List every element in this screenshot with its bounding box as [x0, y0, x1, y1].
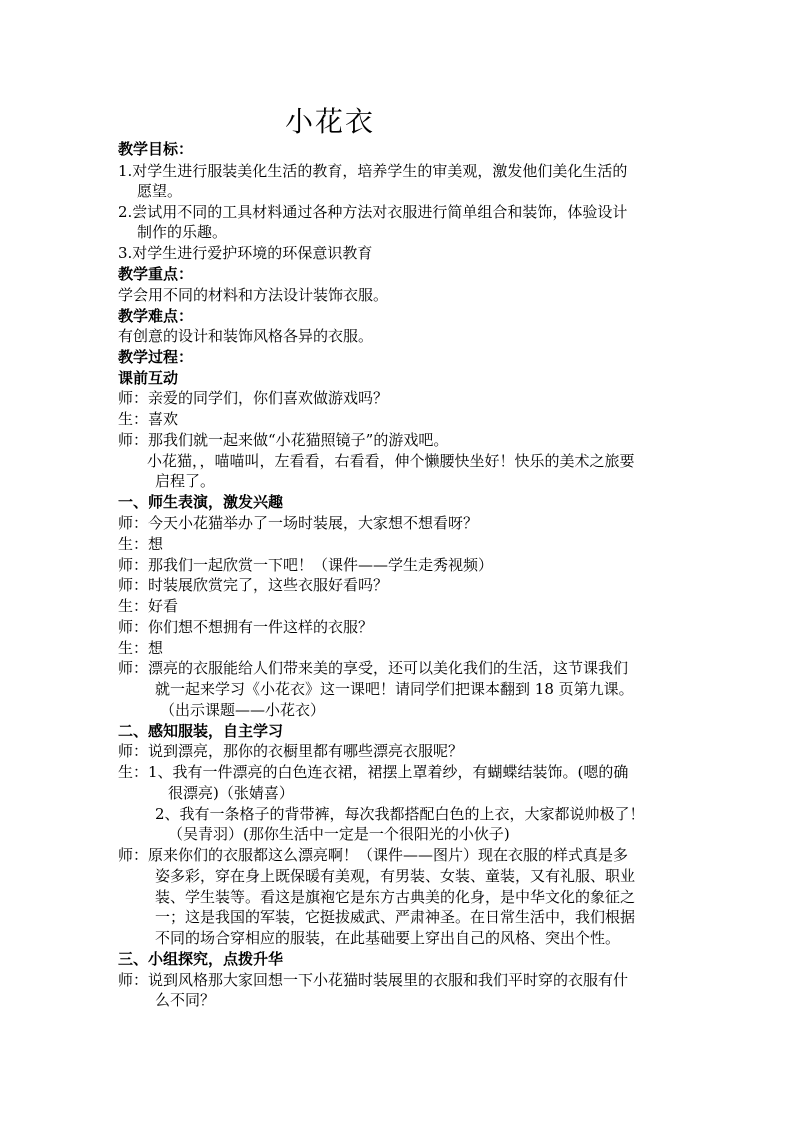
heading-warmup: 课前互动	[118, 369, 179, 387]
dialog-line-continued: 么不同？	[155, 991, 216, 1009]
dialog-line-continued: 装、学生装等。看这是旗袍它是东方古典美的化身，是中华文化的象征之	[155, 888, 636, 906]
heading-section-3: 三、小组探究，点拨升华	[118, 950, 284, 968]
objective-1-line-1: 1.对学生进行服装美化生活的教育，培养学生的审美观，激发他们美化生活的	[118, 162, 628, 180]
dialog-line: 师：时装展欣赏完了，这些衣服好看吗？	[118, 576, 389, 594]
dialog-line: 师：说到风格那大家回想一下小花猫时装展里的衣服和我们平时穿的衣服有什	[118, 971, 629, 989]
dialog-line: 师：说到漂亮，那你的衣橱里都有哪些漂亮衣服呢？	[118, 742, 464, 760]
dialog-line-continued: （出示课题——小花衣）	[160, 701, 326, 719]
dialog-line: 生：1、我有一件漂亮的白色连衣裙，裙摆上罩着纱，有蝴蝶结装饰。(嗯的确	[118, 763, 629, 781]
objective-1-line-2: 愿望。	[137, 182, 183, 200]
dialog-line: 师：你们想不想拥有一件这样的衣服？	[118, 618, 374, 636]
difficulties-text: 有创意的设计和装饰风格各异的衣服。	[118, 327, 374, 345]
objective-2-line-2: 制作的乐趣。	[137, 223, 228, 241]
heading-difficulties: 教学难点：	[118, 307, 194, 325]
heading-section-1: 一、师生表演，激发兴趣	[118, 493, 284, 511]
dialog-line: 师：那我们就一起来做“小花猫照镜子”的游戏吧。	[118, 431, 449, 449]
dialog-line-continued: 很漂亮)（张婧喜）	[168, 784, 294, 802]
dialog-line: 师：今天小花猫举办了一场时装展，大家想不想看呀？	[118, 514, 479, 532]
rhyme-line-1: 小花猫，，喵喵叫，左看看，右看看，伸个懒腰快坐好！快乐的美术之旅要	[147, 452, 635, 470]
dialog-line: 师：那我们一起欣赏一下吧！（课件——学生走秀视频）	[118, 556, 494, 574]
dialog-line: 师：原来你们的衣服都这么漂亮啊！（课件——图片）现在衣服的样式真是多	[118, 846, 629, 864]
heading-objectives: 教学目标：	[118, 140, 194, 158]
dialog-line-continued: 一；这是我国的军装，它挺拔威武、严肃神圣。在日常生活中，我们根据	[155, 908, 636, 926]
dialog-line-continued: 就一起来学习《小花衣》这一课吧！请同学们把课本翻到 18 页第九课。	[155, 680, 634, 698]
dialog-line: 生：想	[118, 535, 164, 553]
dialog-line-continued: 姿多彩，穿在身上既保暖有美观，有男装、女装、童装，又有礼服、职业	[155, 867, 636, 885]
document-title: 小花衣	[285, 105, 376, 138]
dialog-line: 生：想	[118, 639, 164, 657]
heading-process: 教学过程：	[118, 348, 194, 366]
heading-section-2: 二、感知服装，自主学习	[118, 722, 284, 740]
dialog-line: 师：亲爱的同学们，你们喜欢做游戏吗？	[118, 389, 389, 407]
dialog-line: 师：漂亮的衣服能给人们带来美的享受，还可以美化我们的生活，这节课我们	[118, 659, 629, 677]
dialog-line-continued: （吴青羽）(那你生活中一定是一个很阳光的小伙子)	[168, 825, 510, 843]
dialog-line-continued: 不同的场合穿相应的服装，在此基础要上穿出自己的风格、突出个性。	[155, 929, 621, 947]
dialog-line: 生：好看	[118, 597, 179, 615]
dialog-line-continued: 2、我有一条格子的背带裤，每次我都搭配白色的上衣，大家都说帅极了！	[155, 805, 645, 823]
key-points-text: 学会用不同的材料和方法设计装饰衣服。	[118, 286, 389, 304]
objective-2-line-1: 2.尝试用不同的工具材料通过各种方法对衣服进行简单组合和装饰，体验设计	[118, 203, 628, 221]
dialog-line: 生：喜欢	[118, 410, 179, 428]
objective-3: 3.对学生进行爱护环境的环保意识教育	[118, 244, 373, 262]
rhyme-line-2: 启程了。	[155, 472, 216, 490]
heading-key-points: 教学重点：	[118, 265, 194, 283]
